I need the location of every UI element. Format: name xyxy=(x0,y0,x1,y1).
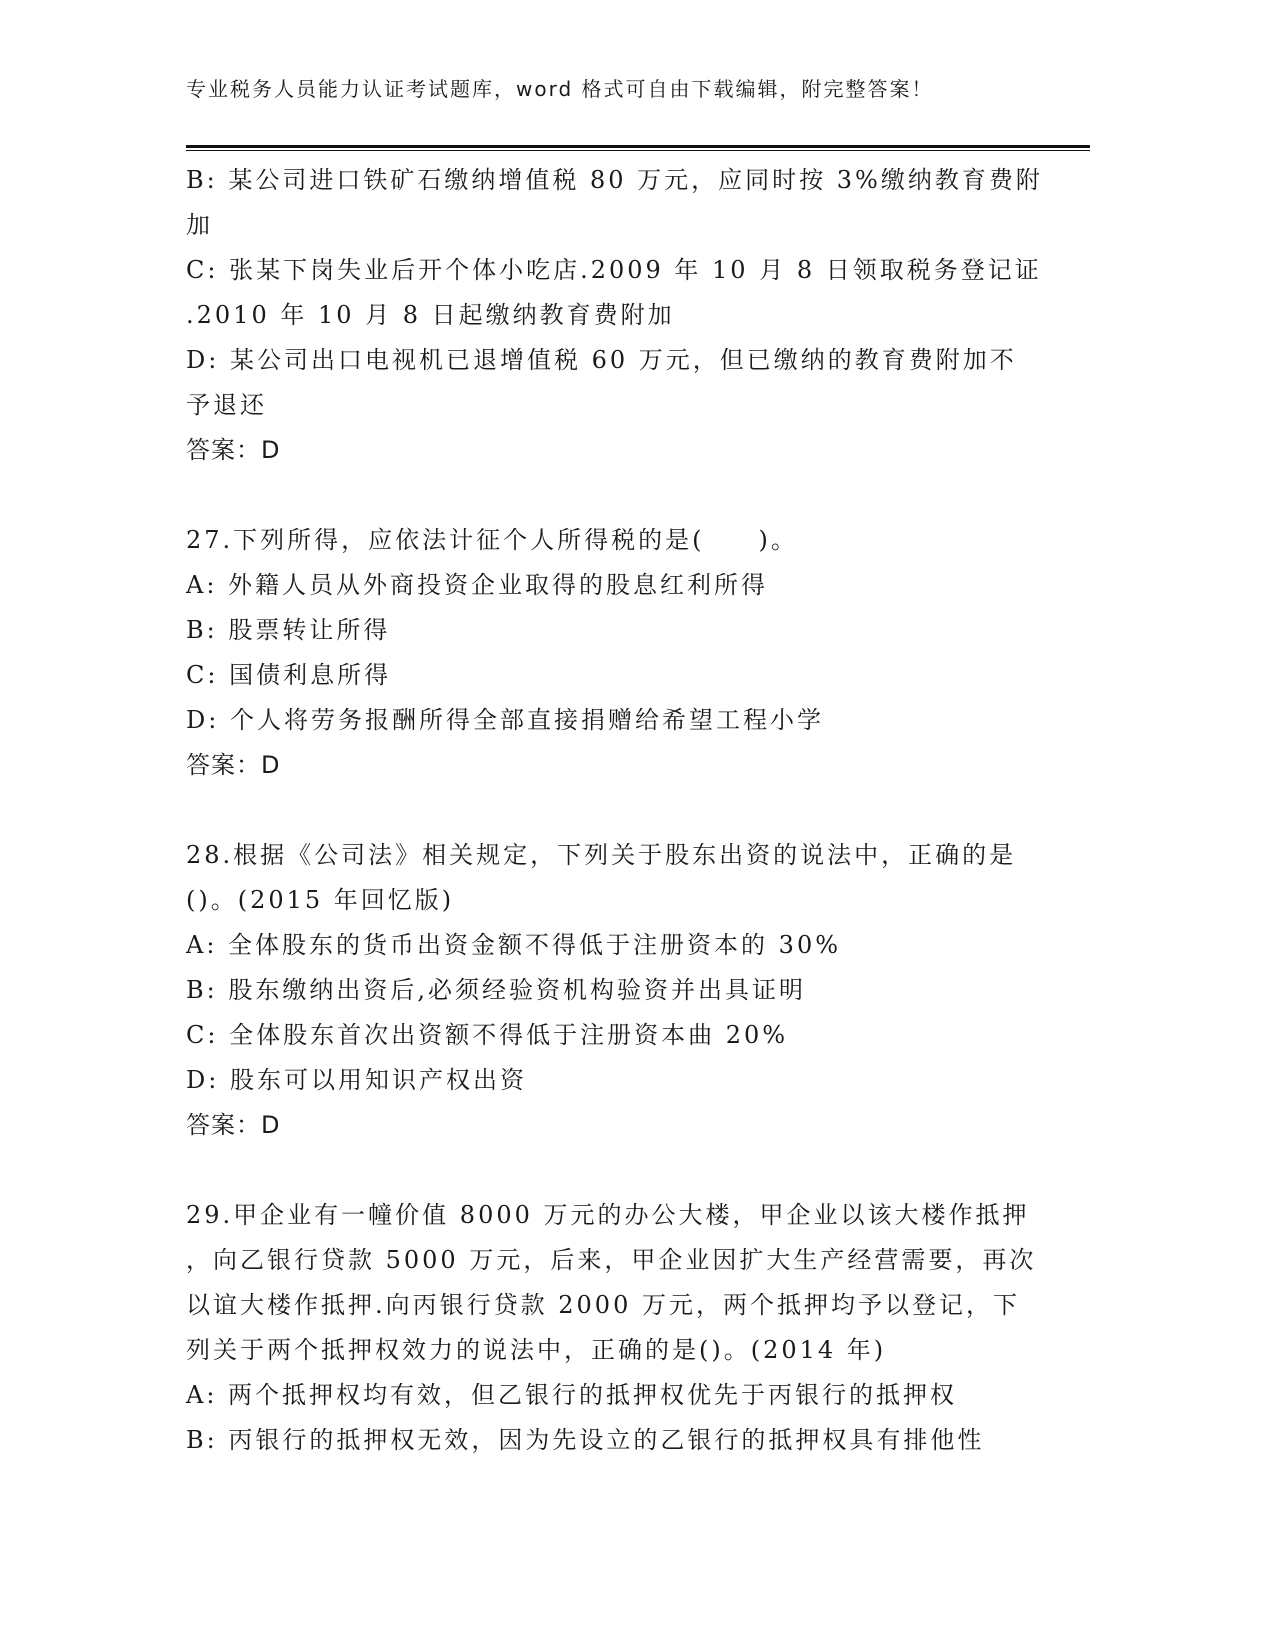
option-d-line-2: 予退还 xyxy=(186,391,267,419)
question-stem-line-2: ()。(2015 年回忆版) xyxy=(186,886,455,914)
question-28 xyxy=(186,833,1066,1148)
header-rule-thin xyxy=(186,150,1090,151)
answer: 答案：D xyxy=(186,436,281,464)
spacer xyxy=(186,788,1066,833)
option-b-line-2: 加 xyxy=(186,211,213,239)
question-stem-line-3: 以谊大楼作抵押.向丙银行贷款 2000 万元，两个抵押均予以登记，下 xyxy=(186,1291,1020,1319)
option-c: C: 国债利息所得 xyxy=(186,661,392,689)
option-d: D: 股东可以用知识产权出资 xyxy=(186,1066,527,1094)
header-rule-thick xyxy=(186,145,1090,148)
option-c-line-2: .2010 年 10 月 8 日起缴纳教育费附加 xyxy=(186,301,675,329)
option-a: A: 两个抵押权均有效，但乙银行的抵押权优先于丙银行的抵押权 xyxy=(186,1381,958,1409)
question-stem-line-2: ，向乙银行贷款 5000 万元，后来，甲企业因扩大生产经营需要，再次 xyxy=(186,1246,1037,1274)
option-b: B: 股东缴纳出资后,必须经验资机构验资并出具证明 xyxy=(186,976,806,1004)
question-27 xyxy=(186,518,1066,788)
option-b: B: 丙银行的抵押权无效，因为先设立的乙银行的抵押权具有排他性 xyxy=(186,1426,985,1454)
option-a: A: 全体股东的货币出资金额不得低于注册资本的 30% xyxy=(186,931,842,959)
question-29 xyxy=(186,1193,1066,1463)
option-a: A: 外籍人员从外商投资企业取得的股息红利所得 xyxy=(186,571,769,599)
question-stem-line-1: 28.根据《公司法》相关规定，下列关于股东出资的说法中，正确的是 xyxy=(186,841,1017,869)
question-content xyxy=(186,158,1066,1463)
option-c: C: 全体股东首次出资额不得低于注册资本曲 20% xyxy=(186,1021,789,1049)
option-b: B: 股票转让所得 xyxy=(186,616,391,644)
prev-question xyxy=(186,158,1066,473)
question-stem-line-4: 列关于两个抵押权效力的说法中，正确的是()。(2014 年) xyxy=(186,1336,887,1364)
question-stem-line-1: 29.甲企业有一幢价值 8000 万元的办公大楼，甲企业以该大楼作抵押 xyxy=(186,1201,1030,1229)
spacer xyxy=(186,1148,1066,1193)
option-c-line-1: C: 张某下岗失业后开个体小吃店.2009 年 10 月 8 日领取税务登记证 xyxy=(186,256,1042,284)
option-d-line-1: D: 某公司出口电视机已退增值税 60 万元，但已缴纳的教育费附加不 xyxy=(186,346,1017,374)
spacer xyxy=(186,473,1066,518)
answer: 答案：D xyxy=(186,1111,281,1139)
answer: 答案：D xyxy=(186,751,281,779)
option-d: D: 个人将劳务报酬所得全部直接捐赠给希望工程小学 xyxy=(186,706,824,734)
page-header: 专业税务人员能力认证考试题库，word 格式可自由下载编辑，附完整答案！ xyxy=(186,77,934,101)
question-stem: 27.下列所得，应依法计征个人所得税的是( )。 xyxy=(186,526,798,554)
option-b-line-1: B: 某公司进口铁矿石缴纳增值税 80 万元，应同时按 3%缴纳教育费附 xyxy=(186,166,1043,194)
